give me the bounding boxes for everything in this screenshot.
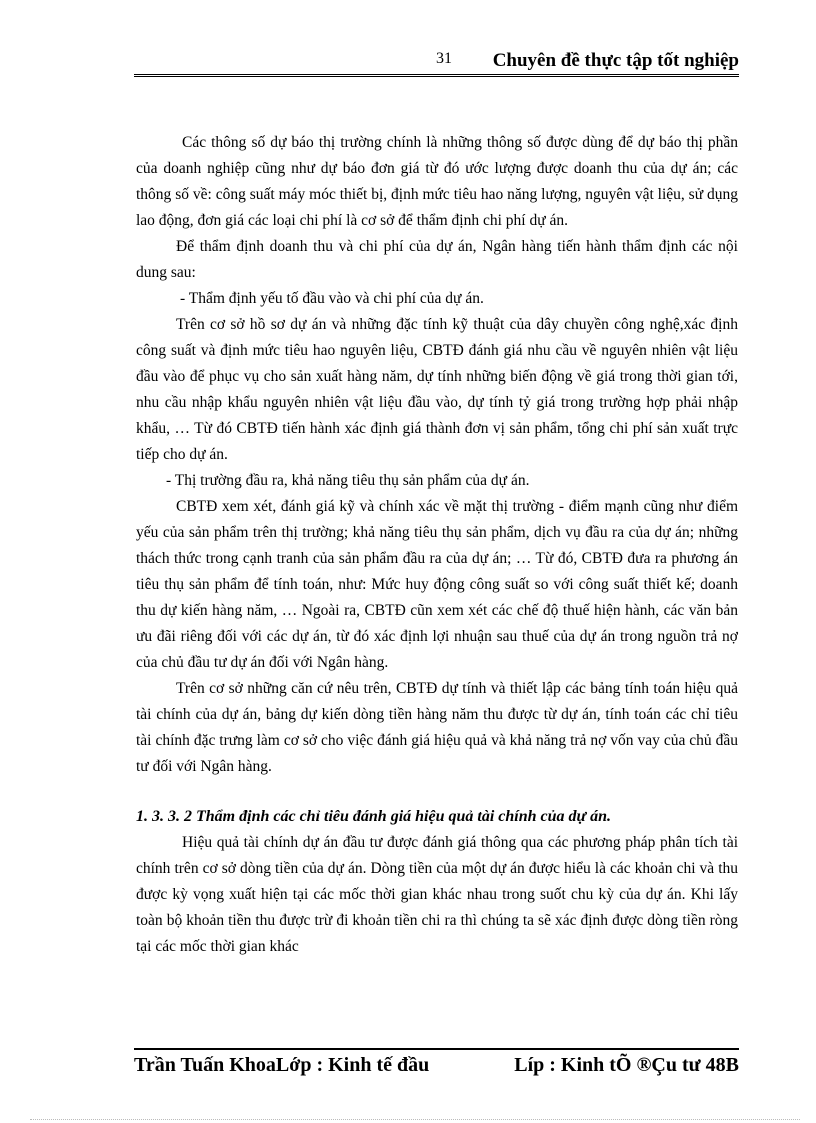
paragraph-2: Để thẩm định doanh thu và chi phí của dự án, Ngân hàng tiến hành thẩm định các nội dung sau: [136, 238, 738, 281]
paragraph-7: Trên cơ sở những căn cứ nêu trên, CBTĐ dự tính và thiết lập các bảng tính toán hiệu quả tài chính của dự án, bảng dự kiến dòng tiền hàng năm thu được từ dự án, tính toán các chỉ tiêu tài chính đặc trưng làm cơ sở cho việc đánh giá hiệu quả và khả năng trả nợ vốn vay của chủ đầu tư đối với Ngân hàng. [136, 680, 738, 775]
page-footer [134, 1052, 739, 1082]
footer-rule [134, 1048, 739, 1050]
page-header [134, 46, 739, 74]
paragraph-6: CBTĐ xem xét, đánh giá kỹ và chính xác về mặt thị trường - điểm mạnh cũng như điểm yếu của sản phẩm trên thị trường; khả năng tiêu thụ sản phẩm, dịch vụ đầu ra của dự án; những thách thức trong cạnh tranh của sản phẩm đầu ra của dự án; … Từ đó, CBTĐ đưa ra phương án tiêu thụ sản phẩm để tính toán, như: Mức huy động công suất so với công suất thiết kế; doanh thu dự kiến hàng năm, … Ngoài ra, CBTĐ cũn xem xét các chế độ thuế hiện hành, các văn bản ưu đãi riêng đối với các dự án, từ đó xác định lợi nhuận sau thuế của dự án trong nguồn trả nợ của chủ đầu tư dự án đối với Ngân hàng. [136, 498, 738, 671]
header-rule [134, 74, 739, 77]
footer-author: Trần Tuấn KhoaLớp : Kinh tế đầu [134, 1054, 430, 1076]
paragraph-1: Các thông số dự báo thị trường chính là những thông số được dùng để dự báo thị phần của doanh nghiệp cũng như dự báo đơn giá từ đó ước lượng được doanh thu của dự án; các thông số về: công suất máy móc thiết bị, định mức tiêu hao năng lượng, nguyên vật liệu, sử dụng lao động, đơn giá các loại chi phí là cơ sở để thẩm định chi phí dự án. [136, 134, 738, 229]
footer-class: Líp : Kinh tÕ ®Çu tư 48B [514, 1054, 739, 1076]
header-title: Chuyên đề thực tập tốt nghiệp [492, 50, 739, 71]
section-heading: 1. 3. 3. 2 Thẩm định các chỉ tiêu đánh giá hiệu quả tài chính của dự án. [136, 808, 611, 825]
page-number: 31 [436, 50, 452, 67]
bullet-input-costs: - Thẩm định yếu tố đầu vào và chi phí của dự án. [180, 290, 484, 307]
paragraph-8: Hiệu quả tài chính dự án đầu tư được đánh giá thông qua các phương pháp phân tích tài chính trên cơ sở dòng tiền của dự án. Dòng tiền của một dự án được hiểu là các khoản chi và thu được kỳ vọng xuất hiện tại các mốc thời gian khác nhau trong suốt chu kỳ của dự án. Khi lấy toàn bộ khoản tiền thu được trừ đi khoản tiền chi ra thì chúng ta sẽ xác định được dòng tiền ròng tại các mốc thời gian khác [136, 834, 738, 955]
paragraph-4: Trên cơ sở hồ sơ dự án và những đặc tính kỹ thuật của dây chuyền công nghệ,xác định công suất và định mức tiêu hao nguyên liệu, CBTĐ đánh giá nhu cầu về nguyên nhiên vật liệu đầu vào để phục vụ cho sản xuất hàng năm, dự tính những biến động về giá trong thời gian tới, nhu cầu nhập khẩu nguyên nhiên vật liệu đầu vào, dự tính tỷ giá trong trường hợp phải nhập khẩu, … Từ đó CBTĐ tiến hành xác định giá thành đơn vị sản phẩm, tổng chi phí sản xuất trực tiếp cho dự án. [136, 316, 738, 463]
bullet-output-market: - Thị trường đầu ra, khả năng tiêu thụ sản phẩm của dự án. [166, 472, 530, 489]
document-body [136, 130, 738, 960]
page-edge-divider [30, 1119, 800, 1120]
